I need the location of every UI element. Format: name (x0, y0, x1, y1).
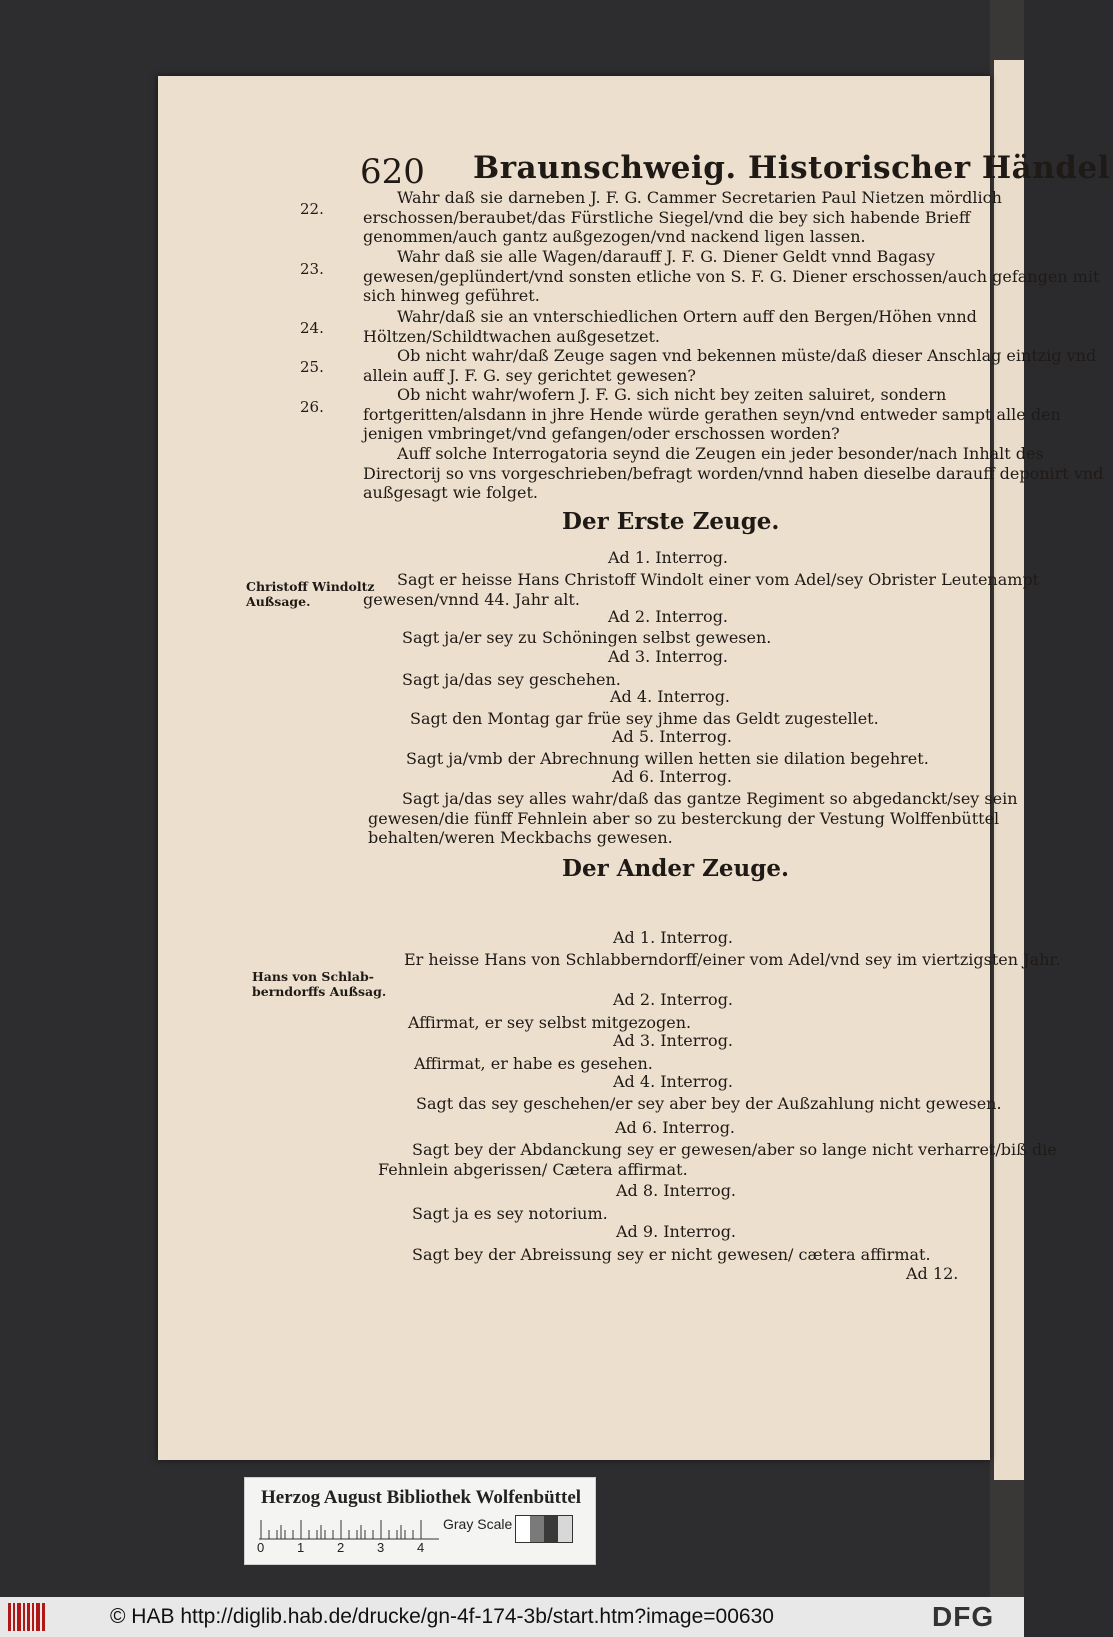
article-number: 26. (300, 398, 324, 416)
answer-text: Sagt ja/das sey alles wahr/daß das gantze Regiment so abgedanckt/sey sein gewesen/die fünff Fehnlein aber so zu besterckung der Vestung Wolffenbüttel behalten/weren Meckbachs gewesen. (368, 789, 1018, 847)
running-head: Braunschweig. Historischer Händel (473, 150, 1110, 186)
gray-scale-label: Gray Scale (443, 1516, 513, 1532)
interrog-heading: Ad 1. Interrog. (613, 928, 734, 947)
answer-text: Sagt ja/das sey geschehen. (402, 670, 621, 689)
article-number: 25. (300, 358, 324, 376)
gray-scale-swatch (515, 1515, 573, 1543)
copyright-url[interactable]: © HAB http://diglib.hab.de/drucke/gn-4f-174-3b/start.htm?image=00630 (110, 1605, 774, 1628)
ruler-icon (259, 1518, 439, 1540)
ruler-tick-label: 3 (377, 1540, 385, 1555)
witness-heading: Der Ander Zeuge. (562, 855, 789, 882)
article-text: Ob nicht wahr/wofern J. F. G. sich nicht bey zeiten saluiret, sondern fortgeritten/alsdann in jhre Hende würde gerathen seyn/vnd entweder sampt alle den jenigen vmbringet/vnd gefangen/oder erschossen worden? (363, 385, 1061, 443)
side-note-line: berndorffs Außsag. (252, 984, 387, 999)
ruler-tick-label: 1 (297, 1540, 305, 1555)
answer-text: Er heisse Hans von Schlabberndorff/einer vom Adel/vnd sey im viertzigsten Jahr. (404, 950, 1061, 969)
library-name: Herzog August Bibliothek Wolfenbüttel (261, 1487, 582, 1508)
side-note (252, 969, 386, 999)
article-text: Wahr daß sie darneben J. F. G. Cammer Secretarien Paul Nietzen mördlich erschossen/beraubet/das Fürstliche Siegel/vnd die bey sich habende Brieff genommen/auch gantz außgezogen/vnd nackend ligen lassen. (363, 188, 1002, 246)
interrog-heading: Ad 3. Interrog. (608, 647, 729, 666)
ruler-tick-label: 0 (257, 1540, 265, 1555)
hab-logo-icon (8, 1603, 46, 1631)
article-number: 24. (300, 319, 324, 337)
article-number: 22. (300, 200, 324, 218)
witness-heading: Der Erste Zeuge. (562, 508, 780, 535)
interrog-heading: Ad 9. Interrog. (616, 1222, 737, 1241)
answer-text: Sagt bey der Abdanckung sey er gewesen/aber so lange nicht verharret/biß die Fehnlein abgerissen/ Cætera affirmat. (378, 1140, 1057, 1179)
page-number: 620 (360, 152, 425, 192)
interrog-heading: Ad 3. Interrog. (613, 1031, 734, 1050)
article-number: 23. (300, 260, 324, 278)
answer-text: Sagt bey der Abreissung sey er nicht gewesen/ cætera affirmat. (412, 1245, 931, 1264)
article-text: Wahr daß sie alle Wagen/darauff J. F. G. Diener Geldt vnnd Bagasy gewesen/geplündert/vnd sonsten etliche von S. F. G. Diener erschossen/auch gefangen mit sich hinweg geführet. (363, 247, 1100, 305)
answer-text: Affirmat, er sey selbst mitgezogen. (408, 1013, 692, 1032)
interrog-heading: Ad 5. Interrog. (612, 727, 733, 746)
answer-text: Sagt den Montag gar früe sey jhme das Geldt zugestellet. (410, 709, 879, 728)
article-text: Ob nicht wahr/daß Zeuge sagen vnd bekennen müste/daß dieser Anschlag eintzig vnd allein auff J. F. G. sey gerichtet gewesen? (363, 346, 1097, 385)
interrog-heading: Ad 2. Interrog. (608, 607, 729, 626)
scale-card (244, 1477, 596, 1565)
ruler-tick-label: 4 (417, 1540, 425, 1555)
interrog-heading: Ad 2. Interrog. (613, 990, 734, 1009)
dfg-logo: DFG (932, 1601, 995, 1632)
interrog-heading: Ad 1. Interrog. (608, 548, 729, 567)
answer-text: Sagt das sey geschehen/er sey aber bey der Außzahlung nicht gewesen. (416, 1094, 1002, 1113)
answer-text: Sagt ja/er sey zu Schöningen selbst gewesen. (402, 628, 772, 647)
scanned-page (158, 76, 1110, 1460)
footer-bar (0, 1597, 1024, 1637)
ruler-tick-label: 2 (337, 1540, 345, 1555)
side-note-line: Außsage. (246, 594, 311, 609)
side-note-line: Christoff Windoltz (246, 579, 375, 594)
side-note (246, 579, 375, 609)
answer-text: Affirmat, er habe es gesehen. (414, 1054, 653, 1073)
intro-paragraph: Auff solche Interrogatoria seynd die Zeugen ein jeder besonder/nach Inhalt des Directorij so vns vorgeschrieben/befragt worden/vnnd haben dieselbe darauff deponirt vnd außgesagt wie folget. (363, 444, 1104, 502)
answer-text: Sagt ja/vmb der Abrechnung willen hetten sie dilation begehret. (406, 749, 929, 768)
side-note-line: Hans von Schlab- (252, 969, 374, 984)
catchword: Ad 12. (906, 1264, 959, 1283)
interrog-heading: Ad 8. Interrog. (616, 1181, 737, 1200)
answer-text: Sagt er heisse Hans Christoff Windolt einer vom Adel/sey Obrister Leutenampt gewesen/vnnd 44. Jahr alt. (363, 570, 1040, 609)
interrog-heading: Ad 6. Interrog. (612, 767, 733, 786)
interrog-heading: Ad 4. Interrog. (613, 1072, 734, 1091)
answer-text: Sagt ja es sey notorium. (412, 1204, 608, 1223)
interrog-heading: Ad 4. Interrog. (610, 687, 731, 706)
article-text: Wahr/daß sie an vnterschiedlichen Ortern auff den Bergen/Höhen vnnd Höltzen/Schildtwachen außgesetzet. (363, 307, 977, 346)
interrog-heading: Ad 6. Interrog. (615, 1118, 736, 1137)
